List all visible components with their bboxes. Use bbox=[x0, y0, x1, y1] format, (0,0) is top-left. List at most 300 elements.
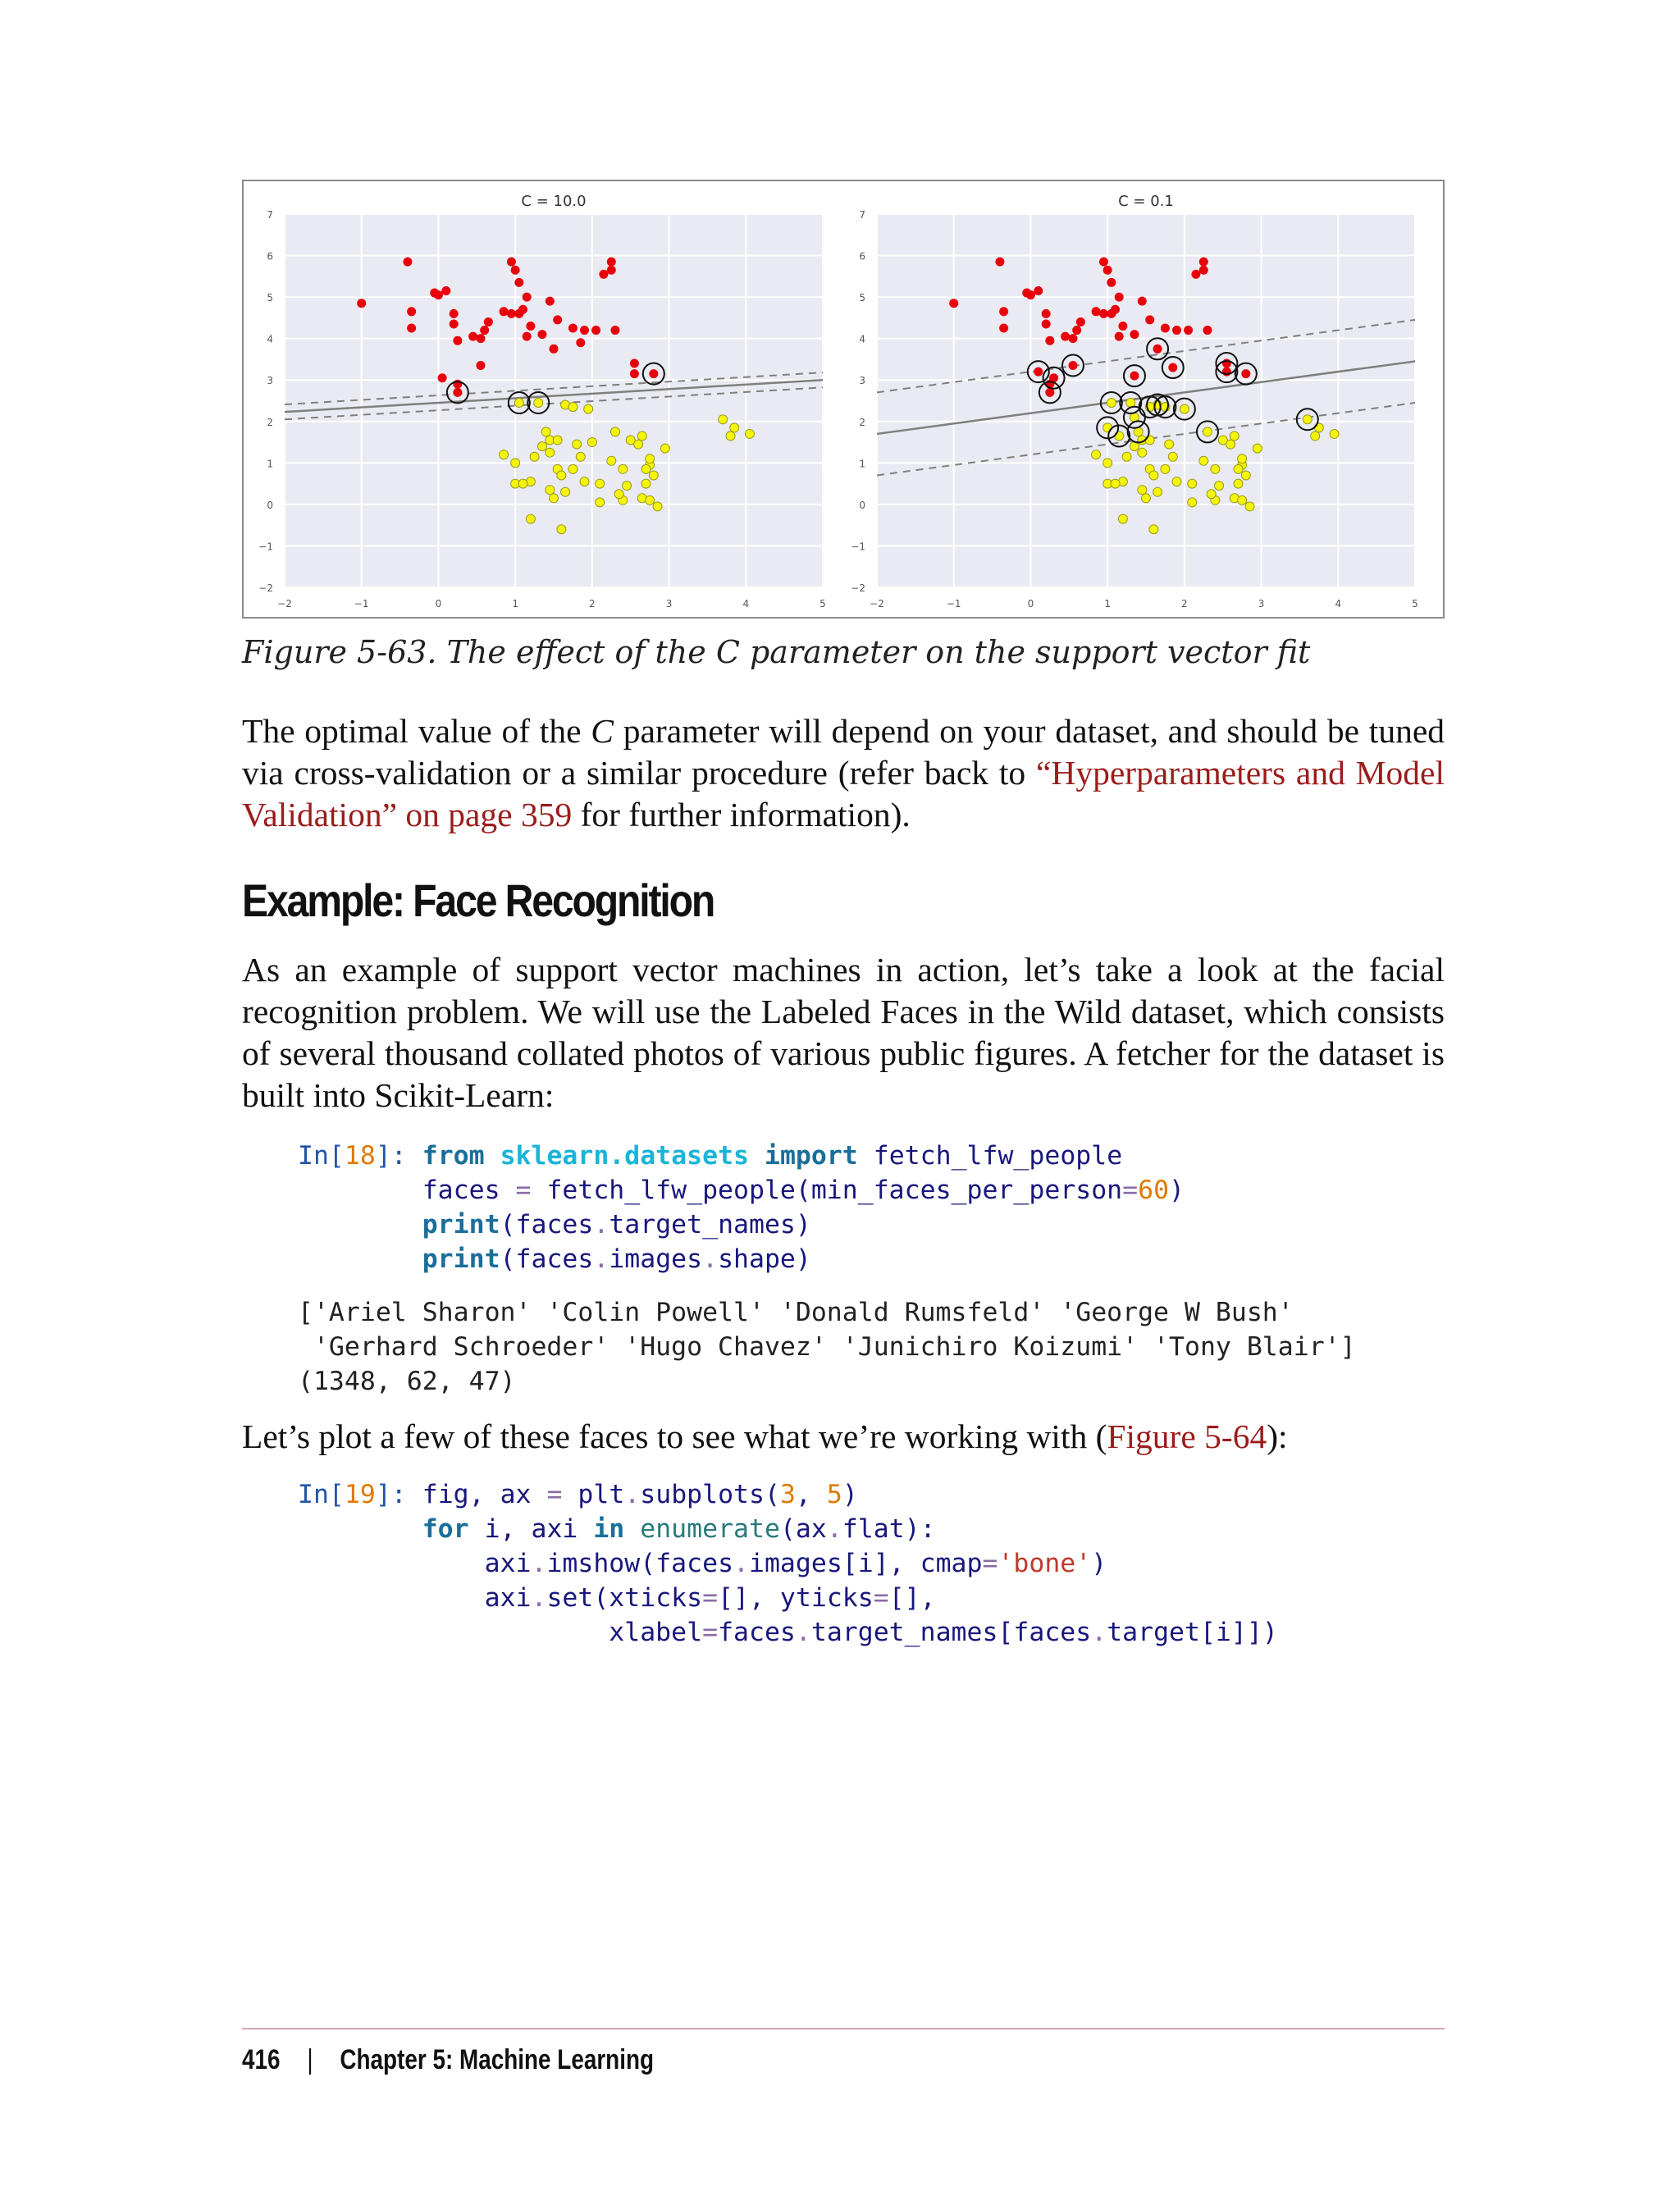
y-tick-label: 0 bbox=[859, 499, 865, 511]
data-point-red bbox=[580, 326, 589, 335]
code-token: ]: bbox=[375, 1141, 422, 1171]
code-token: imshow(faces bbox=[546, 1549, 734, 1578]
data-point-yellow bbox=[596, 479, 605, 488]
data-point-red bbox=[607, 258, 616, 267]
code-token: ) bbox=[1091, 1549, 1107, 1578]
code-token: shape) bbox=[718, 1244, 811, 1274]
data-point-yellow bbox=[576, 452, 585, 461]
data-point-red bbox=[599, 270, 608, 279]
code-token: (faces bbox=[500, 1210, 594, 1239]
data-point-yellow bbox=[1165, 440, 1174, 449]
data-point-red bbox=[507, 309, 516, 318]
data-point-red bbox=[1203, 326, 1212, 335]
code-token: 'bone' bbox=[998, 1549, 1092, 1578]
data-point-red bbox=[949, 299, 958, 308]
y-tick-label: 6 bbox=[267, 250, 273, 262]
code-token: faces bbox=[718, 1618, 796, 1647]
data-point-red bbox=[1241, 369, 1250, 378]
data-point-red bbox=[1130, 372, 1139, 381]
x-tick-label: 4 bbox=[1335, 598, 1342, 609]
y-tick-label: 7 bbox=[859, 209, 865, 221]
data-point-yellow bbox=[1103, 423, 1112, 432]
code-token: from bbox=[422, 1141, 485, 1171]
data-point-yellow bbox=[1314, 423, 1323, 432]
code-token: = bbox=[546, 1480, 563, 1509]
data-point-yellow bbox=[745, 429, 754, 438]
code-token bbox=[749, 1141, 765, 1171]
data-point-yellow bbox=[1188, 498, 1197, 507]
data-point-yellow bbox=[1203, 427, 1212, 436]
data-point-red bbox=[607, 266, 616, 275]
y-tick-label: −2 bbox=[851, 582, 865, 594]
y-tick-label: 0 bbox=[267, 499, 273, 511]
code-line bbox=[298, 1581, 1610, 1615]
y-tick-label: 1 bbox=[267, 458, 273, 470]
code-token: [], yticks bbox=[718, 1583, 874, 1613]
data-point-yellow bbox=[1149, 471, 1158, 480]
x-tick-label: 3 bbox=[665, 598, 673, 609]
data-point-red bbox=[453, 336, 462, 345]
data-point-yellow bbox=[1330, 429, 1339, 438]
data-point-yellow bbox=[541, 427, 550, 436]
data-point-yellow bbox=[610, 427, 619, 436]
code-token: . bbox=[531, 1583, 547, 1613]
data-point-red bbox=[1172, 326, 1181, 335]
data-point-red bbox=[526, 322, 535, 331]
data-point-red bbox=[550, 345, 559, 354]
y-tick-label: 5 bbox=[267, 292, 273, 304]
data-point-red bbox=[1107, 278, 1116, 287]
code-token: 18 bbox=[344, 1141, 376, 1171]
data-point-yellow bbox=[557, 525, 566, 534]
code-line bbox=[298, 1173, 1610, 1208]
x-tick-label: 2 bbox=[1181, 598, 1188, 609]
data-point-red bbox=[649, 369, 658, 378]
code-token bbox=[298, 1514, 422, 1544]
x-tick-label: −2 bbox=[277, 598, 292, 609]
code-token: target_names) bbox=[609, 1210, 811, 1239]
data-point-yellow bbox=[626, 436, 635, 445]
data-point-yellow bbox=[646, 454, 655, 463]
page-footer bbox=[242, 2041, 654, 2079]
code-token: axi bbox=[298, 1549, 532, 1578]
data-point-red bbox=[537, 330, 546, 339]
code-token: (faces bbox=[500, 1244, 594, 1274]
data-point-red bbox=[1191, 270, 1200, 279]
y-tick-label: 2 bbox=[859, 416, 865, 428]
data-point-yellow bbox=[500, 450, 509, 459]
data-point-yellow bbox=[534, 399, 543, 408]
x-tick-label: 0 bbox=[435, 598, 442, 609]
data-point-yellow bbox=[646, 495, 655, 504]
data-point-yellow bbox=[1230, 431, 1239, 441]
data-point-yellow bbox=[1218, 436, 1227, 445]
code-output-out18 bbox=[298, 1295, 1610, 1399]
code-token: sklearn.datasets bbox=[500, 1141, 750, 1171]
data-point-red bbox=[1199, 266, 1208, 275]
data-point-yellow bbox=[1234, 464, 1243, 473]
x-tick-label: 0 bbox=[1027, 598, 1034, 609]
paragraph-plot-faces bbox=[242, 1416, 1445, 1458]
code-line bbox=[298, 1242, 1610, 1276]
code-token: 3 bbox=[779, 1480, 796, 1509]
code-token: (ax bbox=[779, 1514, 827, 1544]
data-point-yellow bbox=[607, 456, 616, 465]
data-point-yellow bbox=[660, 444, 669, 453]
data-point-yellow bbox=[1215, 482, 1224, 491]
data-point-red bbox=[450, 309, 459, 318]
data-point-red bbox=[1099, 258, 1108, 267]
data-point-red bbox=[484, 317, 493, 326]
code-token: flat): bbox=[842, 1514, 936, 1544]
data-point-red bbox=[1092, 307, 1101, 316]
code-token: fetch_lfw_people bbox=[857, 1141, 1123, 1171]
code-token: print bbox=[422, 1210, 500, 1239]
data-point-yellow bbox=[1138, 448, 1147, 457]
data-point-red bbox=[403, 258, 412, 267]
data-point-red bbox=[568, 324, 578, 333]
code-token: print bbox=[422, 1244, 500, 1274]
code-token: [], bbox=[888, 1583, 936, 1613]
data-point-yellow bbox=[1092, 450, 1101, 459]
x-tick-label: 1 bbox=[1104, 598, 1111, 609]
data-point-red bbox=[1168, 363, 1177, 372]
figure-caption: Figure 5-63. The effect of the C parameter on the support vector fit bbox=[242, 634, 1311, 670]
data-point-red bbox=[630, 369, 639, 378]
x-tick-label: 2 bbox=[589, 598, 596, 609]
data-point-yellow bbox=[557, 471, 566, 480]
code-token: ]: bbox=[375, 1480, 422, 1509]
data-point-yellow bbox=[530, 452, 539, 461]
code-token: . bbox=[593, 1244, 609, 1274]
x-tick-label: 1 bbox=[512, 598, 518, 609]
code-token: axi bbox=[298, 1583, 532, 1613]
data-point-red bbox=[507, 258, 516, 267]
data-point-yellow bbox=[561, 487, 570, 496]
code-token: fetch_lfw_people(min_faces_per_person bbox=[531, 1176, 1123, 1205]
data-point-yellow bbox=[596, 498, 605, 507]
data-point-yellow bbox=[1142, 494, 1151, 503]
data-point-red bbox=[576, 338, 585, 347]
data-point-red bbox=[468, 332, 477, 341]
data-point-yellow bbox=[1241, 471, 1250, 480]
data-point-red bbox=[546, 297, 555, 306]
data-point-red bbox=[357, 299, 366, 308]
code-token: target_names[faces bbox=[810, 1618, 1092, 1647]
data-point-yellow bbox=[546, 486, 555, 495]
data-point-yellow bbox=[1115, 431, 1124, 441]
data-point-red bbox=[518, 305, 527, 314]
data-point-red bbox=[523, 332, 532, 341]
code-token: images[i], cmap bbox=[749, 1549, 983, 1578]
data-point-red bbox=[500, 307, 509, 316]
code-line bbox=[298, 1546, 1610, 1581]
code-token bbox=[298, 1244, 422, 1274]
data-point-yellow bbox=[518, 479, 527, 488]
code-line bbox=[298, 1615, 1610, 1650]
data-point-yellow bbox=[1145, 436, 1154, 445]
code-line bbox=[298, 1477, 1610, 1512]
data-point-red bbox=[630, 359, 639, 368]
data-point-yellow bbox=[573, 440, 582, 449]
p1-text-b: parameter will depend on your dataset, and should be tuned via cross-validation or a similar procedure (refer back to bbox=[242, 712, 1445, 792]
data-point-yellow bbox=[637, 431, 646, 441]
data-point-yellow bbox=[1188, 479, 1197, 488]
plot-area bbox=[285, 214, 823, 587]
figure-5-64-xref-link[interactable]: Figure 5-64 bbox=[1107, 1418, 1267, 1455]
code-token: subplots( bbox=[640, 1480, 780, 1509]
data-point-red bbox=[407, 324, 416, 333]
data-point-yellow bbox=[568, 464, 578, 473]
data-point-red bbox=[511, 266, 520, 275]
data-point-red bbox=[1061, 332, 1070, 341]
x-tick-label: 5 bbox=[819, 598, 826, 609]
data-point-yellow bbox=[1303, 415, 1312, 424]
data-point-yellow bbox=[619, 464, 628, 473]
data-point-yellow bbox=[546, 448, 555, 457]
code-token: = bbox=[702, 1583, 719, 1613]
data-point-yellow bbox=[1199, 456, 1208, 465]
code-token: . bbox=[624, 1480, 641, 1509]
data-point-yellow bbox=[1118, 514, 1127, 523]
data-point-yellow bbox=[537, 442, 546, 451]
code-token: for bbox=[422, 1514, 469, 1544]
data-point-red bbox=[1130, 330, 1139, 339]
y-tick-label: 3 bbox=[859, 375, 865, 387]
code-token: . bbox=[826, 1514, 842, 1544]
x-tick-label: −1 bbox=[354, 598, 369, 609]
data-point-red bbox=[476, 361, 485, 370]
data-point-red bbox=[1068, 361, 1077, 370]
code-line bbox=[298, 1208, 1610, 1242]
code-token: plt bbox=[562, 1480, 625, 1509]
code-token: . bbox=[795, 1618, 811, 1647]
data-point-red bbox=[514, 278, 523, 287]
data-point-yellow bbox=[726, 431, 735, 441]
code-token: import bbox=[764, 1141, 858, 1171]
code-token: ) bbox=[842, 1480, 858, 1509]
code-token bbox=[485, 1141, 500, 1171]
code-token bbox=[624, 1514, 640, 1544]
data-point-yellow bbox=[1138, 486, 1147, 495]
data-point-red bbox=[434, 290, 443, 299]
data-point-red bbox=[1042, 309, 1051, 318]
data-point-red bbox=[450, 319, 459, 328]
code-token: ) bbox=[1169, 1176, 1185, 1205]
y-tick-label: 7 bbox=[267, 209, 273, 221]
y-tick-label: −2 bbox=[258, 582, 273, 594]
data-point-yellow bbox=[730, 423, 739, 432]
y-tick-label: 4 bbox=[859, 333, 865, 345]
code-token: . bbox=[702, 1244, 719, 1274]
data-point-red bbox=[1184, 326, 1193, 335]
code-token: = bbox=[1122, 1176, 1139, 1205]
data-point-red bbox=[1111, 305, 1120, 314]
data-point-red bbox=[1115, 332, 1124, 341]
y-tick-label: 1 bbox=[859, 458, 865, 470]
x-tick-label: −1 bbox=[946, 598, 961, 609]
panel-title: C = 0.1 bbox=[1118, 193, 1174, 210]
data-point-red bbox=[1099, 309, 1108, 318]
data-point-yellow bbox=[614, 490, 623, 499]
p1-c-symbol: C bbox=[591, 712, 614, 750]
data-point-yellow bbox=[1103, 459, 1112, 468]
code-token: = bbox=[982, 1549, 998, 1578]
code-token: set(xticks bbox=[546, 1583, 703, 1613]
output-line: ['Ariel Sharon' 'Colin Powell' 'Donald Rumsfeld' 'George W Bush' bbox=[298, 1298, 1294, 1327]
code-token: target[i]]) bbox=[1107, 1618, 1278, 1647]
data-point-yellow bbox=[1122, 452, 1131, 461]
y-tick-label: 6 bbox=[859, 250, 865, 262]
code-line bbox=[298, 1139, 1610, 1173]
p1-text-a: The optimal value of the bbox=[242, 712, 591, 750]
code-line bbox=[298, 1512, 1610, 1546]
data-point-red bbox=[523, 293, 532, 302]
data-point-yellow bbox=[649, 471, 658, 480]
data-point-red bbox=[1118, 322, 1127, 331]
output-line: (1348, 62, 47) bbox=[298, 1367, 516, 1396]
code-token: enumerate bbox=[640, 1514, 780, 1544]
code-token: = bbox=[515, 1176, 532, 1205]
code-token: , bbox=[795, 1480, 827, 1509]
data-point-yellow bbox=[653, 502, 662, 511]
data-point-yellow bbox=[641, 464, 651, 473]
data-point-yellow bbox=[526, 514, 535, 523]
data-point-red bbox=[1045, 336, 1054, 345]
data-point-yellow bbox=[1207, 490, 1216, 499]
p3-text-b: ): bbox=[1267, 1418, 1288, 1455]
code-token: In[ bbox=[298, 1141, 345, 1171]
data-point-red bbox=[1026, 290, 1035, 299]
code-block-in18 bbox=[298, 1139, 1610, 1276]
code-token: 5 bbox=[826, 1480, 842, 1509]
data-point-yellow bbox=[584, 404, 593, 413]
x-tick-label: 5 bbox=[1412, 598, 1418, 609]
footer-separator: | bbox=[307, 2044, 313, 2075]
p3-text-a: Let’s plot a few of these faces to see what we’re working with ( bbox=[242, 1418, 1107, 1455]
data-point-red bbox=[1145, 315, 1154, 324]
footer-rule bbox=[242, 2028, 1445, 2029]
data-point-yellow bbox=[587, 438, 596, 447]
code-token: xlabel bbox=[298, 1618, 703, 1647]
y-tick-label: −1 bbox=[851, 541, 865, 553]
code-token: in bbox=[593, 1514, 625, 1544]
data-point-red bbox=[999, 307, 1008, 316]
data-point-yellow bbox=[641, 479, 651, 488]
x-tick-label: 4 bbox=[742, 598, 750, 609]
paragraph-face-recognition: As an example of support vector machines in action, let’s take a look at the facial recognition problem. We will use the Labeled Faces in the Wild dataset, which consists of several thousand collated photos of various public figures. A fetcher for the dataset is built into Scikit-Learn: bbox=[242, 951, 1445, 1114]
svm-c-parameter-plots bbox=[244, 181, 1446, 620]
data-point-red bbox=[610, 326, 619, 335]
x-tick-label: −2 bbox=[870, 598, 884, 609]
data-point-yellow bbox=[719, 415, 728, 424]
data-point-yellow bbox=[1238, 495, 1247, 504]
plot-area bbox=[877, 214, 1415, 587]
data-point-red bbox=[1115, 293, 1124, 302]
data-point-yellow bbox=[1238, 454, 1247, 463]
data-point-yellow bbox=[580, 477, 589, 486]
data-point-yellow bbox=[1107, 399, 1116, 408]
data-point-yellow bbox=[1172, 477, 1181, 486]
code-token: 19 bbox=[344, 1480, 376, 1509]
data-point-yellow bbox=[1168, 452, 1177, 461]
y-tick-label: −1 bbox=[258, 541, 273, 553]
page-number: 416 bbox=[242, 2044, 281, 2075]
scatter-panel-2 bbox=[851, 193, 1418, 609]
code-token: faces bbox=[298, 1176, 516, 1205]
data-point-red bbox=[999, 324, 1008, 333]
scatter-panel-1 bbox=[258, 193, 826, 609]
data-point-yellow bbox=[1311, 431, 1320, 441]
data-point-red bbox=[476, 334, 485, 343]
data-point-red bbox=[441, 286, 450, 295]
y-tick-label: 3 bbox=[267, 375, 273, 387]
data-point-red bbox=[995, 258, 1004, 267]
data-point-red bbox=[1103, 266, 1112, 275]
p1-text-c: for further information). bbox=[572, 796, 911, 833]
data-point-yellow bbox=[1211, 464, 1220, 473]
data-point-red bbox=[1161, 324, 1170, 333]
data-point-yellow bbox=[1180, 404, 1189, 413]
paragraph-c-parameter bbox=[242, 710, 1445, 836]
data-point-red bbox=[1076, 317, 1085, 326]
data-point-red bbox=[553, 315, 562, 324]
code-token: i, axi bbox=[468, 1514, 594, 1544]
data-point-yellow bbox=[1149, 525, 1158, 534]
y-tick-label: 5 bbox=[859, 292, 865, 304]
data-point-yellow bbox=[623, 482, 632, 491]
y-tick-label: 4 bbox=[267, 333, 273, 345]
code-block-in19 bbox=[298, 1477, 1610, 1650]
data-point-yellow bbox=[511, 459, 520, 468]
data-point-red bbox=[407, 307, 416, 316]
code-token: = bbox=[873, 1583, 889, 1613]
data-point-yellow bbox=[1111, 479, 1120, 488]
output-line: 'Gerhard Schroeder' 'Hugo Chavez' 'Junichiro Koizumi' 'Tony Blair'] bbox=[298, 1332, 1356, 1362]
data-point-red bbox=[1034, 368, 1043, 377]
data-point-red bbox=[1068, 334, 1077, 343]
hyperparameters-xref-link[interactable]: “Hyperparameters and Model Validation” on page 359 bbox=[242, 754, 1445, 833]
chapter-title: Chapter 5: Machine Learning bbox=[340, 2044, 655, 2075]
data-point-red bbox=[1138, 297, 1147, 306]
data-point-yellow bbox=[550, 494, 559, 503]
data-point-yellow bbox=[1161, 464, 1170, 473]
code-token: . bbox=[1091, 1618, 1107, 1647]
data-point-red bbox=[1153, 345, 1162, 354]
code-token: . bbox=[593, 1210, 609, 1239]
data-point-red bbox=[438, 373, 447, 382]
data-point-red bbox=[1199, 258, 1208, 267]
data-point-yellow bbox=[1245, 502, 1254, 511]
code-token: . bbox=[733, 1549, 749, 1578]
data-point-red bbox=[1034, 286, 1043, 295]
data-point-yellow bbox=[568, 403, 578, 412]
code-token: = bbox=[702, 1618, 719, 1647]
code-token: . bbox=[531, 1549, 547, 1578]
data-point-red bbox=[480, 326, 489, 335]
data-point-yellow bbox=[1234, 479, 1243, 488]
code-token: images bbox=[609, 1244, 703, 1274]
data-point-yellow bbox=[1153, 487, 1162, 496]
data-point-yellow bbox=[1253, 444, 1262, 453]
data-point-red bbox=[1042, 319, 1051, 328]
data-point-red bbox=[591, 326, 600, 335]
data-point-red bbox=[453, 388, 462, 397]
data-point-yellow bbox=[553, 436, 562, 445]
figure-5-63 bbox=[242, 180, 1445, 619]
section-heading: Example: Face Recognition bbox=[242, 874, 714, 926]
panel-title: C = 10.0 bbox=[521, 193, 587, 210]
